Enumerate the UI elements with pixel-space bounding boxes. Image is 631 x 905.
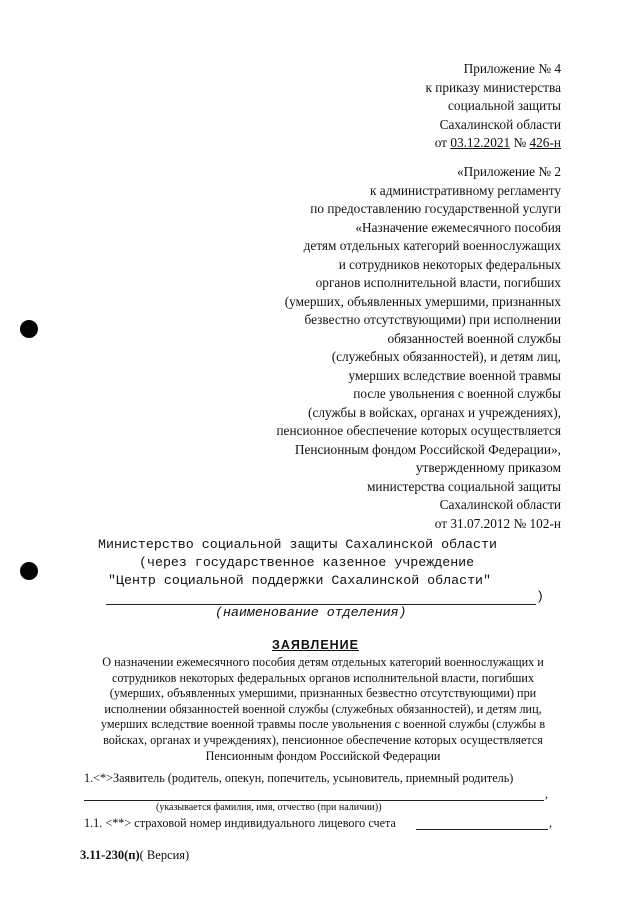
regulation-line: министерства социальной защиты [366,478,561,494]
form-version: ( Версия) [139,848,190,862]
regulation-line: и сотрудников некоторых федеральных [338,256,561,272]
order-date: 03.12.2021 [450,135,511,150]
addressee-center: "Центр социальной поддержки Сахалинской области" [108,573,492,588]
regulation-line: умерших вследствие военной травмы [348,367,561,383]
regulation-line: (умерших, объявленных умершими, признанных [284,293,561,309]
regulation-line: обязанностей военной службы [387,330,561,346]
applicant-hint: (указывается фамилия, имя, отчество (при наличии)) [156,802,382,813]
punch-hole-bottom [20,562,38,580]
regulation-line: к административному регламенту [370,182,561,198]
order-appendix-line: Приложение № 4 [463,61,561,76]
statement-text: О назначении ежемесячного пособия детям отдельных категорий военнослужащих и сотрудников некоторых федеральных органов исполнительной власти, погибших (умерших, объявленных умершими, признанных безвестно отсутствующими) при исполнении обязанностей военной службы (служебных обязанностей), и детям лиц, умерших вследствие военной травмы после увольнения с военной службы (службы в войсках, органах и учреждениях), пенсионное обеспечение которых осуществляется Пенсионным фондом Российской Федерации [100,655,546,763]
order-appendix-line: Сахалинской области [439,116,561,132]
regulation-line: безвестно отсутствующими) при исполнении [304,312,561,327]
applicant-label: 1.<*>Заявитель (родитель, опекун, попечитель, усыновитель, приемный родитель) [84,771,514,785]
order-date-prefix: от [434,135,451,150]
regulation-line: «Назначение ежемесячного пособия [355,219,561,235]
regulation-line: детям отдельных категорий военнослужащих [303,238,561,253]
applicant-line-comma: , [545,787,549,801]
applicant-input-line[interactable] [84,800,544,801]
snils-input-line[interactable] [416,829,548,830]
regulation-line: «Приложение № 2 [457,164,561,179]
regulation-line: Сахалинской области [439,497,561,512]
branch-close-paren: ) [536,589,544,604]
snils-label: 1.1. <**> страховой номер индивидуального лицевого счета [84,816,396,830]
regulation-line: Пенсионным фондом Российской Федерации», [294,441,561,457]
regulation-line: (службы в войсках, органах и учреждениях), [308,404,561,420]
regulation-line: от 31.07.2012 № 102-н [434,515,561,531]
order-number: 426-н [529,135,561,150]
order-appendix-block [425,60,561,153]
form-code-number: 3.11-230(п) [80,848,140,862]
snils-line-comma: , [549,816,553,830]
order-appendix-line: к приказу министерства [425,79,561,95]
regulation-line: утвержденному приказом [415,460,561,475]
regulation-line: органов исполнительной власти, погибших [315,275,561,290]
order-number-prefix: № [510,135,530,150]
regulation-line: (служебных обязанностей), и детям лиц, [331,349,561,364]
punch-hole-top [20,320,38,338]
form-code [80,848,189,863]
regulation-line: после увольнения с военной службы [353,386,561,401]
regulation-line: пенсионное обеспечение которых осуществляется [276,423,561,438]
addressee-ministry: Министерство социальной защиты Сахалинской области [98,537,497,552]
order-date-line [425,134,561,153]
regulation-appendix-block [276,163,561,533]
addressee-via: (через государственное казенное учреждение [139,555,475,570]
order-appendix-line: социальной защиты [448,98,561,113]
branch-caption: (наименование отделения) [215,605,407,620]
statement-title: ЗАЯВЛЕНИЕ [271,638,359,652]
regulation-line: по предоставлению государственной услуги [310,201,561,216]
